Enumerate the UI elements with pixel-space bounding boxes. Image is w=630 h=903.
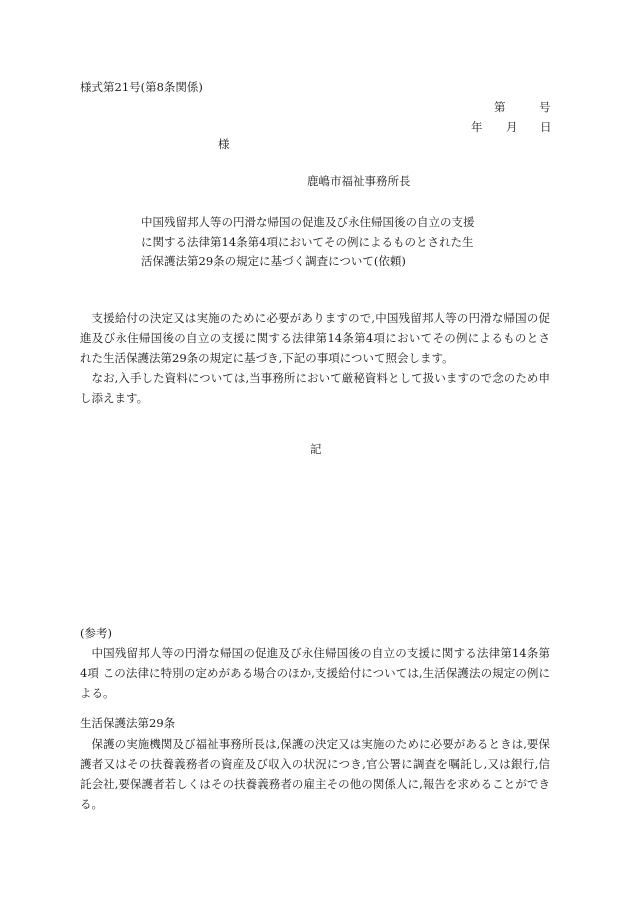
date-month: 月 [506,120,518,134]
document-title [141,213,475,272]
body-paragraph: 支援給付の決定又は実施のために必要がありますので,中国残留邦人等の円滑な帰国の促進及び永住帰国後の自立の支援に関する法律第14条第4項においてその例によるものとされた生活保護法第29条の規定に基づき,下記の事項について照会します。 [80,311,550,365]
reference-heading: (参考) [80,626,112,640]
reference-law2-text: 保護の実施機関及び福祉事務所長は,保護の決定又は実施のために必要があるときは,要保護者又はその扶養義務者の資産及び収入の状況につき,官公署に調査を嘱託し,又は銀行,信託会社,要保護者若しくはその扶養義務者の雇主その他の関係人に,報告を求めることができる。 [80,737,550,811]
title-line: に関する法律第14条第4項においてその例によるものとされた生 [141,234,474,249]
date-year: 年 [471,120,483,134]
date-day: 日 [540,120,552,134]
doc-number-suffix: 号 [539,100,551,114]
doc-number-prefix: 第 [494,100,506,114]
addressee-suffix: 様 [218,137,230,151]
reference-law1-text: 中国残留邦人等の円滑な帰国の促進及び永住帰国後の自立の支援に関する法律第14条第4項 この法律に特別の定めがある場合のほか,支援給付については,生活保護法の規定の例による。 [80,646,550,700]
reference-law2-heading: 生活保護法第29条 [80,716,176,730]
sender-name: 鹿嶋市福祉事務所長 [307,174,411,188]
form-number: 様式第21号(第8条関係) [80,80,203,94]
body-paragraph: なお,入手した資料については,当事務所において厳秘資料として扱いますので念のため申し添えます。 [80,371,550,405]
title-line: 活保護法第29条の規定に基づく調査について(依頼) [141,254,406,268]
title-line: 中国残留邦人等の円滑な帰国の促進及び永住帰国後の自立の支援 [141,215,475,229]
ki-heading: 記 [310,442,322,456]
